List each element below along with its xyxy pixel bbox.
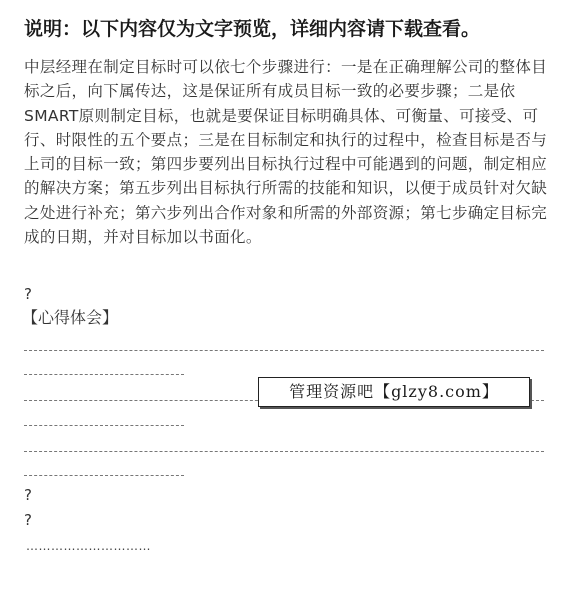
question-mark: ? bbox=[24, 511, 32, 529]
preview-notice: 说明：以下内容仅为文字预览，详细内容请下载查看。 bbox=[24, 18, 481, 40]
question-mark: ? bbox=[24, 285, 32, 303]
answer-line bbox=[24, 475, 184, 476]
answer-line bbox=[24, 425, 184, 426]
section-heading: 【心得体会】 bbox=[22, 308, 119, 327]
body-paragraph: 中层经理在制定目标时可以依七个步骤进行：一是在正确理解公司的整体目标之后，向下属传达，这是保证所有成员目标一致的必要步骤；二是依SMART原则制定目标，也就是要保证目标明确具体、可衡量、可接受、可行、时限性的五个要点；三是在目标制定和执行的过程中，检查目标是否与上司的目标一致；第四步要列出目标执行过程中可能遇到的问题，制定相应的解决方案；第五步列出目标执行所需的技能和知识，以便于成员针对欠缺之处进行补充；第六步列出合作对象和所需的外部资源；第七步确定目标完成的日期，并对目标加以书面化。 bbox=[24, 58, 548, 247]
question-mark: ? bbox=[24, 486, 32, 504]
site-watermark-stamp: 管理资源吧【glzy8.com】 bbox=[258, 377, 530, 407]
answer-line bbox=[24, 350, 544, 351]
answer-line bbox=[24, 374, 184, 375]
answer-line bbox=[24, 451, 544, 452]
ellipsis-dots: ………………………… bbox=[26, 539, 151, 553]
